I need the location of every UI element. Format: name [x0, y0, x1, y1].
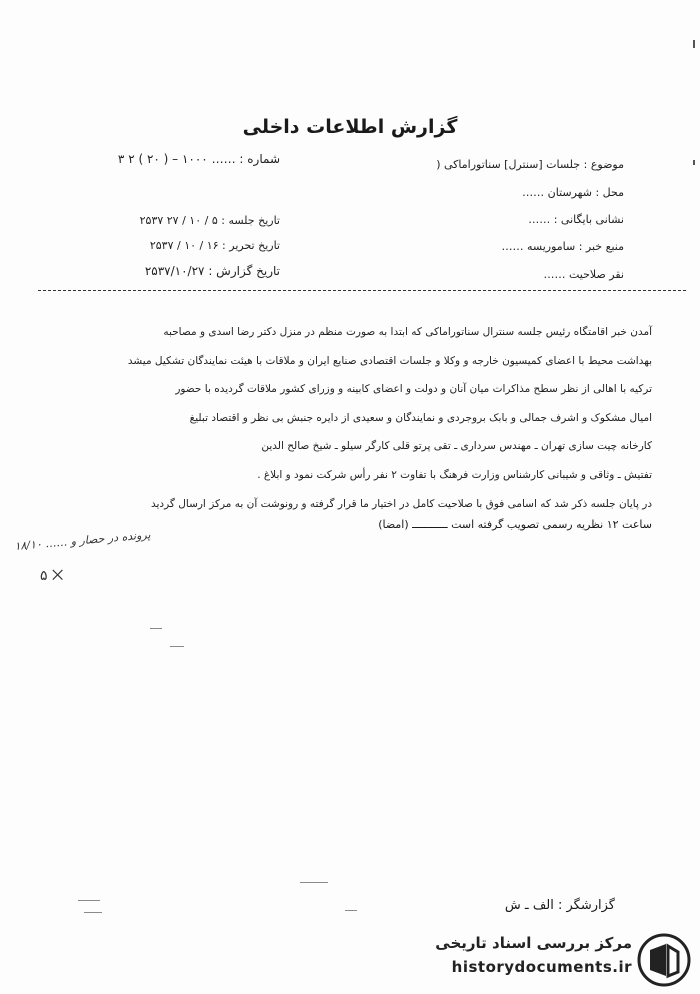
- field-value: ساموریسه ……: [501, 240, 576, 253]
- field-location: [522, 186, 624, 199]
- scan-artifact: [78, 900, 100, 901]
- field-label: تاریخ تحریر :: [222, 239, 280, 252]
- field-label: نشانی بایگانی :: [553, 213, 624, 226]
- watermark-url: historydocuments.ir: [451, 958, 632, 976]
- scan-artifact: [170, 646, 184, 647]
- closing-line: ساعت ۱۲ نظریه رسمی تصویب گرفته است ـــــــــــ (امضا): [378, 518, 652, 531]
- field-label: منبع خبر :: [578, 240, 624, 253]
- field-label: نقر صلاحیت ……: [543, 268, 624, 281]
- body-line: بهداشت محیط با اعضای کمیسیون خارجه و وکلا و جلسات اقتصادی صنایع ایران و ملاقات با هیئت نمایندگان تشکیل میشد: [127, 354, 652, 367]
- field-value: …… ۱۰۰۰ – ( ۲۰ ) ۲ ۳: [117, 152, 236, 166]
- scan-artifact: [150, 628, 162, 629]
- handwritten-margin-note: پرونده در حصار و …… ۱۸/۱۰: [14, 528, 152, 553]
- body-line: آمدن خبر اقامتگاه رئیس جلسه سنترال سناتوراماکی که ابتدا به صورت منظم در منزل دکتر رضا اسدی و مصاحبه: [163, 326, 652, 338]
- field-meeting-date: [140, 214, 280, 227]
- field-report-date: [145, 264, 280, 278]
- field-writing-date: [150, 239, 280, 252]
- header-divider: [38, 290, 686, 291]
- report-body: [52, 318, 652, 518]
- scan-artifact: [345, 910, 357, 911]
- field-label: محل :: [595, 186, 624, 199]
- field-label: تاریخ جلسه :: [221, 214, 280, 227]
- field-label: موضوع :: [583, 158, 624, 171]
- archive-watermark: [406, 930, 694, 990]
- field-label: تاریخ گزارش :: [208, 264, 280, 278]
- field-value: ……: [528, 213, 551, 226]
- field-assessment: [543, 268, 624, 281]
- scan-artifact: [84, 912, 102, 913]
- field-number: [118, 152, 280, 166]
- field-value: ۲۵۳۷/۱۰/۲۷: [144, 264, 205, 278]
- field-value: جلسات [سنترل] سناتوراماکی (: [436, 158, 581, 171]
- scan-edge-mark: [693, 160, 695, 165]
- body-line: کارخانه چیت سازی تهران ـ مهندس سرداری ـ تقی پرتو قلی کارگر سیلو ـ شیخ صالح الدین: [261, 440, 652, 453]
- field-value: ۵ / ۱۰ / ۲۷ ۲۵۳۷: [139, 214, 218, 227]
- field-label: شماره :: [239, 152, 280, 166]
- scan-artifact: [300, 882, 328, 883]
- scan-edge-mark: [693, 40, 695, 48]
- body-line: در پایان جلسه ذکر شد که اسامی فوق با صلاحیت کامل در اختیار ما قرار گرفته و رونوشت آن به مرکز ارسال گردید: [151, 497, 652, 510]
- field-value: ۱۶ / ۱۰ / ۲۵۳۷: [149, 239, 219, 252]
- document-title: گزارش اطلاعات داخلی: [242, 116, 458, 138]
- field-archive: [528, 213, 624, 226]
- field-subject: [436, 158, 624, 171]
- body-line: ترکیه با اهالی از نظر سطح مذاکرات میان آنان و دولت و اعضای کابینه و وزرای کشور ملاقات گردیده با حضور: [175, 383, 652, 396]
- watermark-name: مرکز بررسی اسناد تاریخی: [435, 934, 632, 952]
- body-line: امیال مشکوک و اشرف جمالی و بابک بروجردی و نمایندگان و سعیدی از دایره جنبش بی نظر و اقتصاد تبلیغ: [189, 411, 652, 424]
- archive-logo-icon: [636, 932, 692, 988]
- field-value: شهرستان ……: [522, 186, 592, 199]
- body-line: تفتیش ـ وثاقی و شیبانی کارشناس وزارت فرهنگ با تفاوت ۲ نفر رأس شرکت نمود و ابلاغ .: [257, 468, 652, 481]
- handwritten-mark: ۵ ⨉: [40, 568, 64, 584]
- reporter-signature: گزارشگر : الف ـ ش: [504, 898, 615, 913]
- field-source: [501, 240, 624, 253]
